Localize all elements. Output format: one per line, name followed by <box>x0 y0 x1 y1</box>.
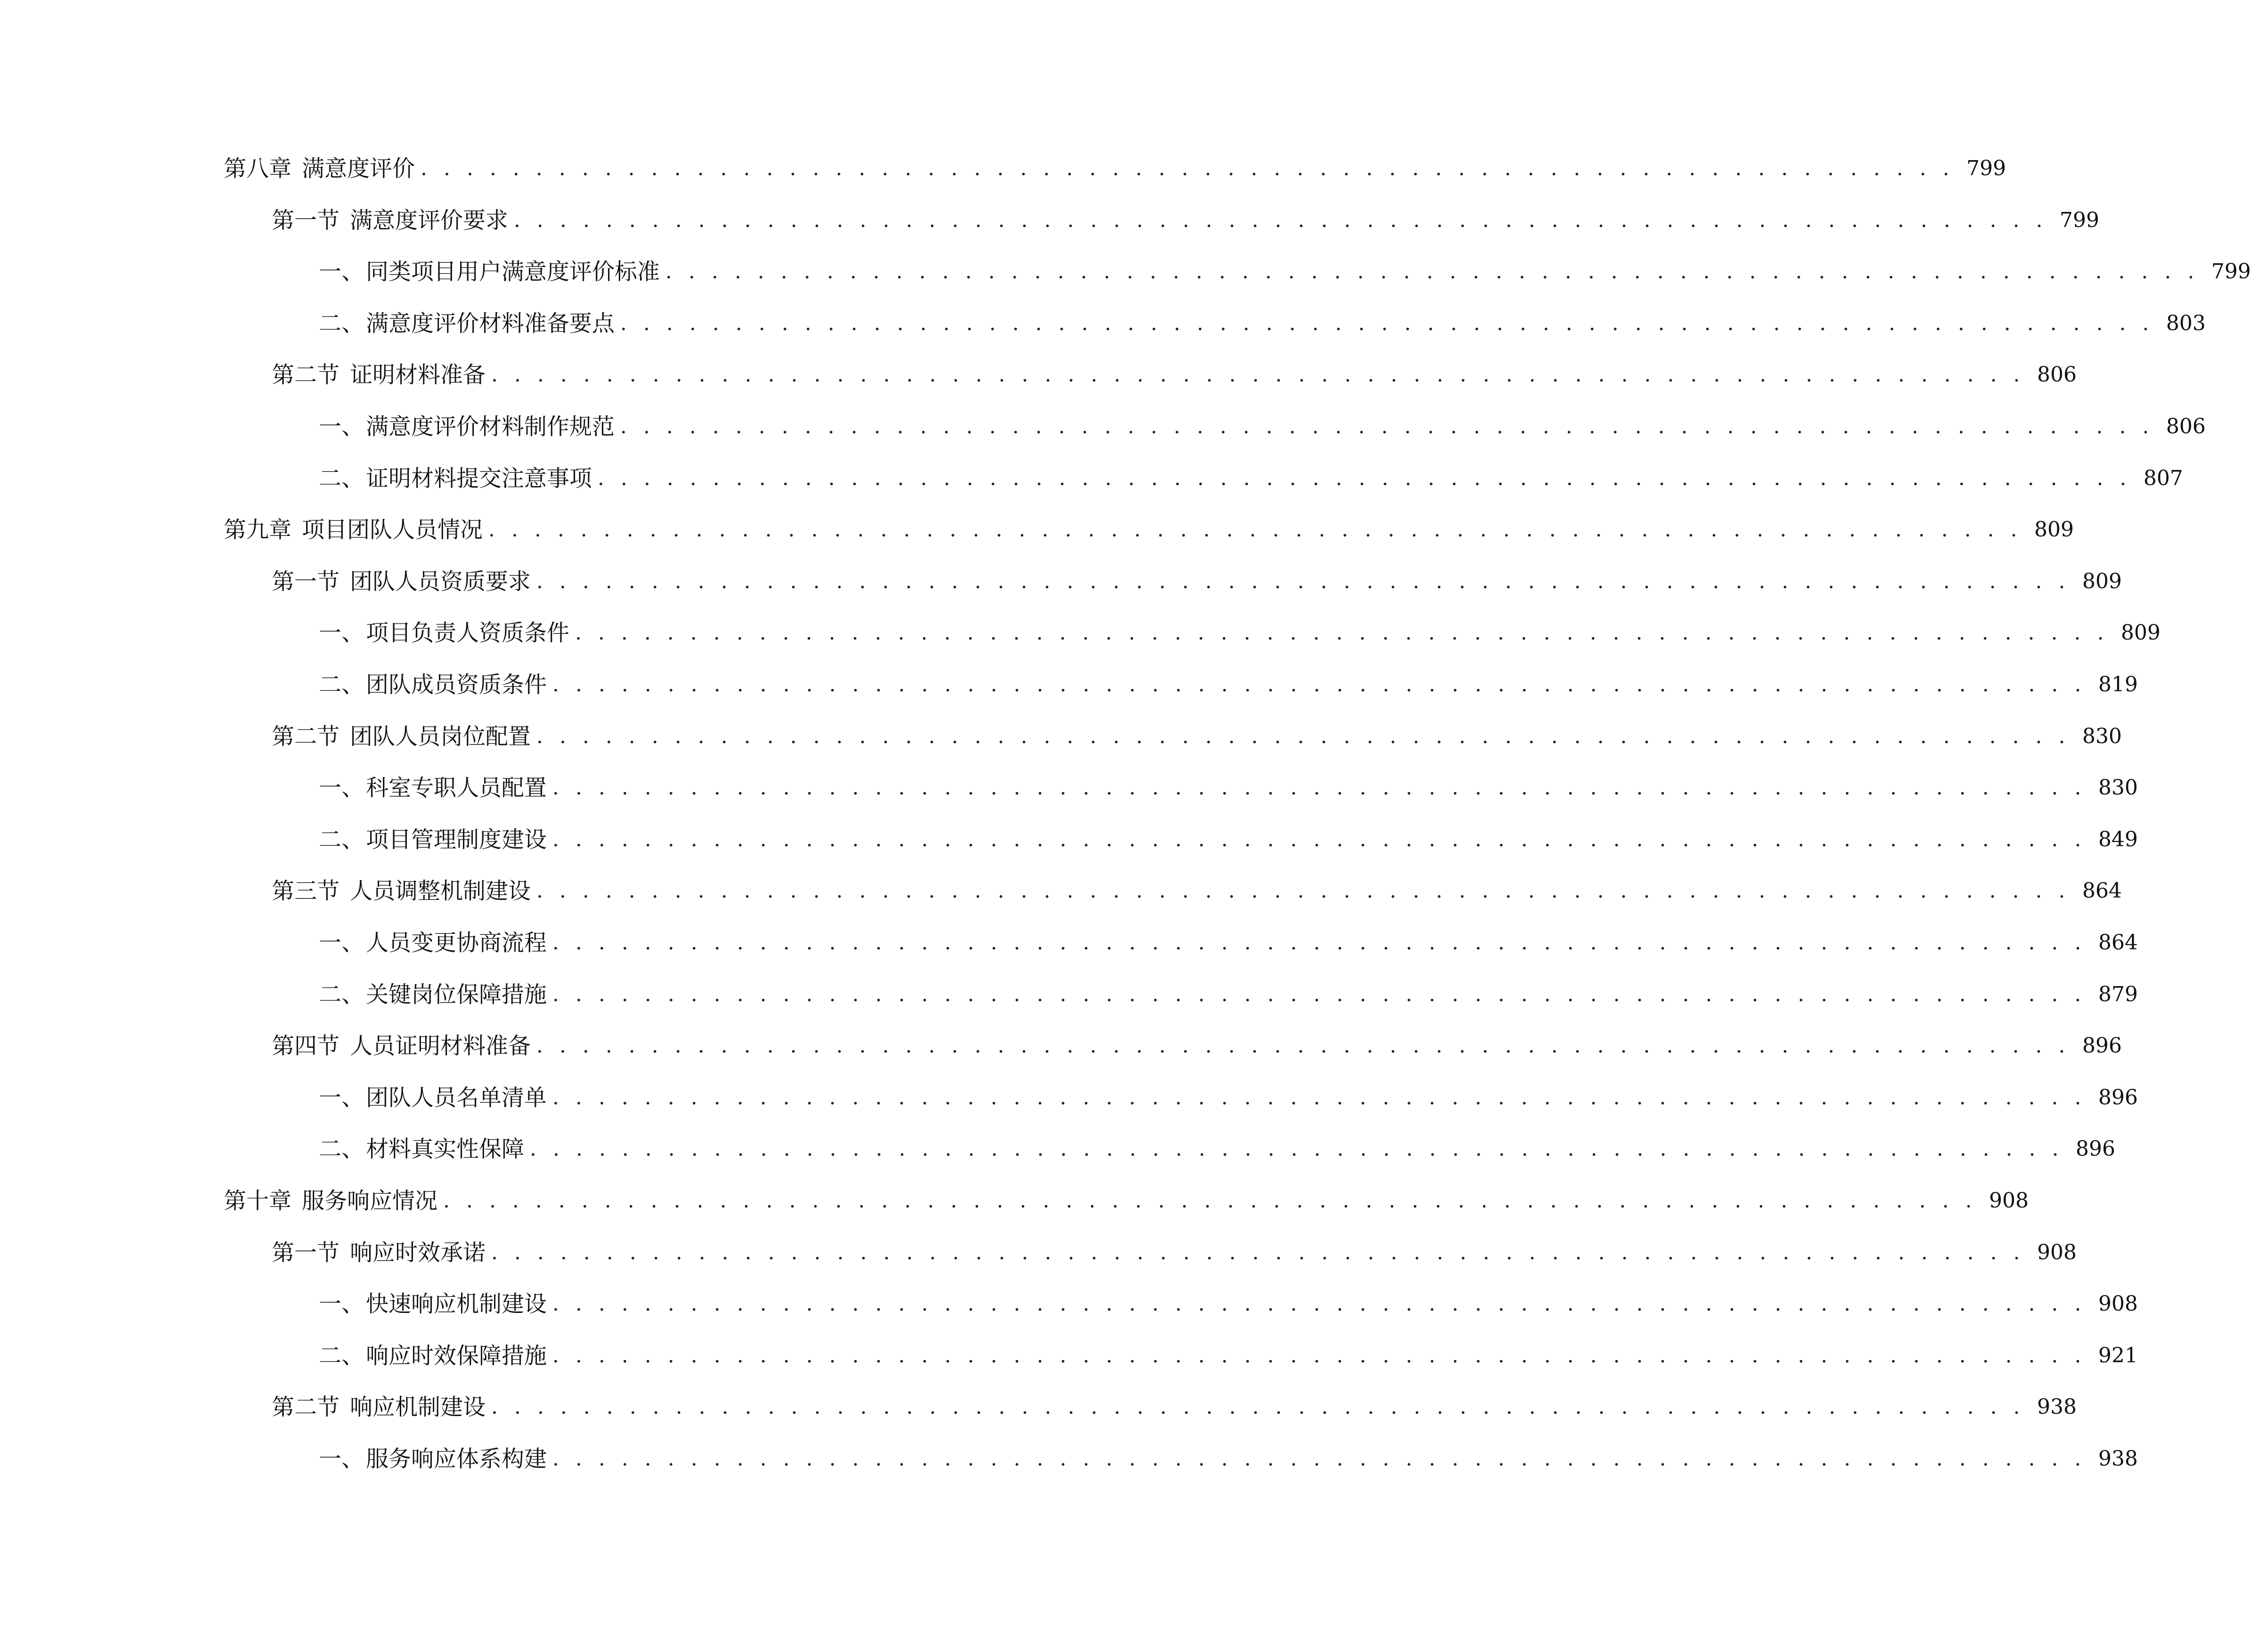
toc-dot-leader: . . . . . . . . . . . . . . . . . . . . . . . . . . . . . . . . . . . . . . . . . . . . . . . . . . . . . . . . . . . . . . . . . . . <box>620 311 2154 335</box>
toc-entry-number: 二、 <box>319 672 364 698</box>
toc-entry[interactable] <box>0 1436 2138 1474</box>
toc-dot-leader: . . . . . . . . . . . . . . . . . . . . . . . . . . . . . . . . . . . . . . . . . . . . . . . . . . . . . . . . . . . . . . . . . . . <box>530 1137 2064 1161</box>
toc-entry-title: 满意度评价要求 <box>350 207 509 234</box>
toc-dot-leader: . . . . . . . . . . . . . . . . . . . . . . . . . . . . . . . . . . . . . . . . . . . . . . . . . . . . . . . . . . . . . . . . . . . <box>488 518 2022 542</box>
toc-entry[interactable] <box>0 1333 2138 1371</box>
toc-entry-title: 响应时效承诺 <box>350 1239 486 1266</box>
toc-entry-page-number: 938 <box>2037 1395 2077 1419</box>
toc-entry[interactable] <box>0 1230 2077 1268</box>
toc-entry[interactable] <box>0 662 2138 700</box>
toc-entry-page-number: 799 <box>1966 156 2006 180</box>
toc-entry-number: 第三节 <box>272 878 340 904</box>
toc-entry[interactable] <box>0 249 2251 287</box>
toc-entry-page-number: 849 <box>2098 827 2138 851</box>
toc-entry-title: 快速响应机制建设 <box>366 1291 547 1317</box>
toc-dot-leader: . . . . . . . . . . . . . . . . . . . . . . . . . . . . . . . . . . . . . . . . . . . . . . . . . . . . . . . . . . . . . . . . . . . <box>552 1292 2086 1316</box>
toc-entry-page-number: 799 <box>2211 259 2251 283</box>
toc-entry-title: 团队人员资质要求 <box>350 568 531 595</box>
toc-entry-number: 第一节 <box>272 568 340 595</box>
toc-dot-leader: . . . . . . . . . . . . . . . . . . . . . . . . . . . . . . . . . . . . . . . . . . . . . . . . . . . . . . . . . . . . . . . . . . . <box>491 1240 2025 1264</box>
toc-entry[interactable] <box>0 765 2138 803</box>
toc-entry-number: 第十章 <box>224 1188 292 1214</box>
toc-entry[interactable] <box>0 610 2161 648</box>
toc-entry-number: 第九章 <box>224 517 292 543</box>
toc-entry-number: 一、 <box>319 775 364 801</box>
toc-entry[interactable] <box>0 559 2122 597</box>
toc-dot-leader: . . . . . . . . . . . . . . . . . . . . . . . . . . . . . . . . . . . . . . . . . . . . . . . . . . . . . . . . . . . . . . . . . . . <box>421 156 1954 180</box>
toc-entry[interactable] <box>0 920 2138 958</box>
toc-entry-page-number: 803 <box>2166 311 2206 335</box>
toc-entry[interactable] <box>0 1385 2077 1422</box>
toc-entry[interactable] <box>0 507 2074 545</box>
toc-entry-number: 一、 <box>319 1291 364 1317</box>
toc-entry-title: 满意度评价材料准备要点 <box>366 310 615 337</box>
toc-entry-page-number: 819 <box>2098 672 2138 696</box>
toc-entry[interactable] <box>0 404 2206 442</box>
toc-entry[interactable] <box>0 146 2006 184</box>
toc-entry[interactable] <box>0 817 2138 855</box>
toc-entry-title: 服务响应体系构建 <box>366 1446 547 1472</box>
toc-entry-number: 第二节 <box>272 1394 340 1420</box>
toc-dot-leader: . . . . . . . . . . . . . . . . . . . . . . . . . . . . . . . . . . . . . . . . . . . . . . . . . . . . . . . . . . . . . . . . . . . <box>552 827 2086 851</box>
toc-entry-number: 一、 <box>319 1446 364 1472</box>
toc-dot-leader: . . . . . . . . . . . . . . . . . . . . . . . . . . . . . . . . . . . . . . . . . . . . . . . . . . . . . . . . . . . . . . . . . . . <box>491 363 2025 387</box>
toc-dot-leader: . . . . . . . . . . . . . . . . . . . . . . . . . . . . . . . . . . . . . . . . . . . . . . . . . . . . . . . . . . . . . . . . . . . <box>552 1447 2086 1471</box>
toc-entry-number: 二、 <box>319 826 364 853</box>
toc-entry-number: 二、 <box>319 1136 364 1162</box>
toc-dot-leader: . . . . . . . . . . . . . . . . . . . . . . . . . . . . . . . . . . . . . . . . . . . . . . . . . . . . . . . . . . . . . . . . . . . <box>491 1395 2025 1419</box>
toc-dot-leader: . . . . . . . . . . . . . . . . . . . . . . . . . . . . . . . . . . . . . . . . . . . . . . . . . . . . . . . . . . . . . . . . . . . <box>575 621 2109 645</box>
toc-entry[interactable] <box>0 1281 2138 1319</box>
toc-entry-page-number: 908 <box>2098 1292 2138 1316</box>
toc-entry[interactable] <box>0 1178 2029 1216</box>
toc-entry-page-number: 809 <box>2034 518 2074 542</box>
toc-entry-title: 满意度评价材料制作规范 <box>366 413 615 440</box>
toc-entry-number: 一、 <box>319 930 364 956</box>
toc-entry-number: 一、 <box>319 1085 364 1111</box>
toc-entry-page-number: 938 <box>2098 1447 2138 1471</box>
toc-entry-number: 第二节 <box>272 362 340 388</box>
toc-entry-title: 关键岗位保障措施 <box>366 981 547 1008</box>
toc-entry[interactable] <box>0 714 2122 752</box>
toc-entry-number: 二、 <box>319 981 364 1008</box>
toc-entry[interactable] <box>0 868 2122 906</box>
toc-entry-page-number: 896 <box>2075 1137 2115 1161</box>
toc-entry-page-number: 908 <box>2037 1240 2077 1264</box>
toc-entry-page-number: 806 <box>2037 363 2077 387</box>
toc-entry-title: 同类项目用户满意度评价标准 <box>366 259 660 285</box>
toc-entry-number: 一、 <box>319 620 364 646</box>
toc-entry-number: 二、 <box>319 310 364 337</box>
toc-entry[interactable] <box>0 1126 2115 1164</box>
toc-entry-number: 第四节 <box>272 1033 340 1059</box>
toc-entry-page-number: 807 <box>2143 466 2183 490</box>
toc-dot-leader: . . . . . . . . . . . . . . . . . . . . . . . . . . . . . . . . . . . . . . . . . . . . . . . . . . . . . . . . . . . . . . . . . . . <box>443 1189 1977 1213</box>
toc-entry-number: 二、 <box>319 465 364 492</box>
toc-entry-title: 材料真实性保障 <box>366 1136 525 1162</box>
toc-entry-title: 服务响应情况 <box>302 1188 438 1214</box>
toc-entry-page-number: 830 <box>2082 724 2122 748</box>
toc-entry[interactable] <box>0 301 2206 339</box>
toc-dot-leader: . . . . . . . . . . . . . . . . . . . . . . . . . . . . . . . . . . . . . . . . . . . . . . . . . . . . . . . . . . . . . . . . . . . <box>552 776 2086 800</box>
toc-entry[interactable] <box>0 972 2138 1010</box>
toc-entry[interactable] <box>0 456 2183 494</box>
toc-entry-page-number: 799 <box>2059 208 2099 232</box>
toc-entry-title: 满意度评价 <box>302 155 415 182</box>
toc-dot-leader: . . . . . . . . . . . . . . . . . . . . . . . . . . . . . . . . . . . . . . . . . . . . . . . . . . . . . . . . . . . . . . . . . . . <box>552 1085 2086 1109</box>
toc-entry[interactable] <box>0 198 2099 235</box>
toc-entry-title: 团队人员岗位配置 <box>350 723 531 750</box>
toc-entry-page-number: 864 <box>2098 931 2138 955</box>
toc-dot-leader: . . . . . . . . . . . . . . . . . . . . . . . . . . . . . . . . . . . . . . . . . . . . . . . . . . . . . . . . . . . . . . . . . . . <box>620 414 2154 438</box>
toc-entry[interactable] <box>0 352 2077 390</box>
toc-entry-title: 团队人员名单清单 <box>366 1085 547 1111</box>
toc-entry-page-number: 864 <box>2082 879 2122 903</box>
toc-entry-number: 一、 <box>319 259 364 285</box>
toc-entry-title: 人员证明材料准备 <box>350 1033 531 1059</box>
toc-entry-title: 项目团队人员情况 <box>302 517 483 543</box>
toc-entry-page-number: 896 <box>2082 1034 2122 1058</box>
toc-dot-leader: . . . . . . . . . . . . . . . . . . . . . . . . . . . . . . . . . . . . . . . . . . . . . . . . . . . . . . . . . . . . . . . . . . . <box>552 1344 2086 1368</box>
toc-entry-page-number: 921 <box>2098 1344 2138 1368</box>
toc-dot-leader: . . . . . . . . . . . . . . . . . . . . . . . . . . . . . . . . . . . . . . . . . . . . . . . . . . . . . . . . . . . . . . . . . . . <box>552 672 2086 696</box>
toc-entry-title: 人员调整机制建设 <box>350 878 531 904</box>
toc-entry-title: 科室专职人员配置 <box>366 775 547 801</box>
toc-dot-leader: . . . . . . . . . . . . . . . . . . . . . . . . . . . . . . . . . . . . . . . . . . . . . . . . . . . . . . . . . . . . . . . . . . . <box>536 724 2070 748</box>
toc-entry-page-number: 809 <box>2082 569 2122 593</box>
toc-entry-page-number: 806 <box>2166 414 2206 438</box>
toc-dot-leader: . . . . . . . . . . . . . . . . . . . . . . . . . . . . . . . . . . . . . . . . . . . . . . . . . . . . . . . . . . . . . . . . . . . <box>665 259 2199 283</box>
toc-entry-page-number: 879 <box>2098 982 2138 1006</box>
toc-entry-number: 第一节 <box>272 207 340 234</box>
toc-entry-title: 人员变更协商流程 <box>366 930 547 956</box>
toc-entry-number: 二、 <box>319 1343 364 1369</box>
toc-entry-title: 响应机制建设 <box>350 1394 486 1420</box>
toc-dot-leader: . . . . . . . . . . . . . . . . . . . . . . . . . . . . . . . . . . . . . . . . . . . . . . . . . . . . . . . . . . . . . . . . . . . <box>598 466 2131 490</box>
toc-entry-title: 响应时效保障措施 <box>366 1343 547 1369</box>
toc-entry-page-number: 809 <box>2121 621 2161 645</box>
toc-entry-page-number: 896 <box>2098 1085 2138 1109</box>
toc-entry[interactable] <box>0 1023 2122 1061</box>
toc-dot-leader: . . . . . . . . . . . . . . . . . . . . . . . . . . . . . . . . . . . . . . . . . . . . . . . . . . . . . . . . . . . . . . . . . . . <box>552 982 2086 1006</box>
toc-entry-title: 团队成员资质条件 <box>366 672 547 698</box>
toc-entry-number: 第二节 <box>272 723 340 750</box>
toc-entry-title: 证明材料准备 <box>350 362 486 388</box>
toc-dot-leader: . . . . . . . . . . . . . . . . . . . . . . . . . . . . . . . . . . . . . . . . . . . . . . . . . . . . . . . . . . . . . . . . . . . <box>536 879 2070 903</box>
toc-dot-leader: . . . . . . . . . . . . . . . . . . . . . . . . . . . . . . . . . . . . . . . . . . . . . . . . . . . . . . . . . . . . . . . . . . . <box>536 1034 2070 1058</box>
toc-entry-page-number: 908 <box>1989 1189 2029 1213</box>
toc-dot-leader: . . . . . . . . . . . . . . . . . . . . . . . . . . . . . . . . . . . . . . . . . . . . . . . . . . . . . . . . . . . . . . . . . . . <box>552 931 2086 955</box>
toc-entry[interactable] <box>0 1075 2138 1113</box>
toc-entry-title: 项目负责人资质条件 <box>366 620 570 646</box>
toc-entry-title: 项目管理制度建设 <box>366 826 547 853</box>
toc-entry-page-number: 830 <box>2098 776 2138 800</box>
toc-entry-title: 证明材料提交注意事项 <box>366 465 592 492</box>
toc-entry-number: 第一节 <box>272 1239 340 1266</box>
toc-entry-number: 一、 <box>319 413 364 440</box>
toc-entry-number: 第八章 <box>224 155 292 182</box>
toc-dot-leader: . . . . . . . . . . . . . . . . . . . . . . . . . . . . . . . . . . . . . . . . . . . . . . . . . . . . . . . . . . . . . . . . . . . <box>536 569 2070 593</box>
toc-dot-leader: . . . . . . . . . . . . . . . . . . . . . . . . . . . . . . . . . . . . . . . . . . . . . . . . . . . . . . . . . . . . . . . . . . . <box>514 208 2048 232</box>
